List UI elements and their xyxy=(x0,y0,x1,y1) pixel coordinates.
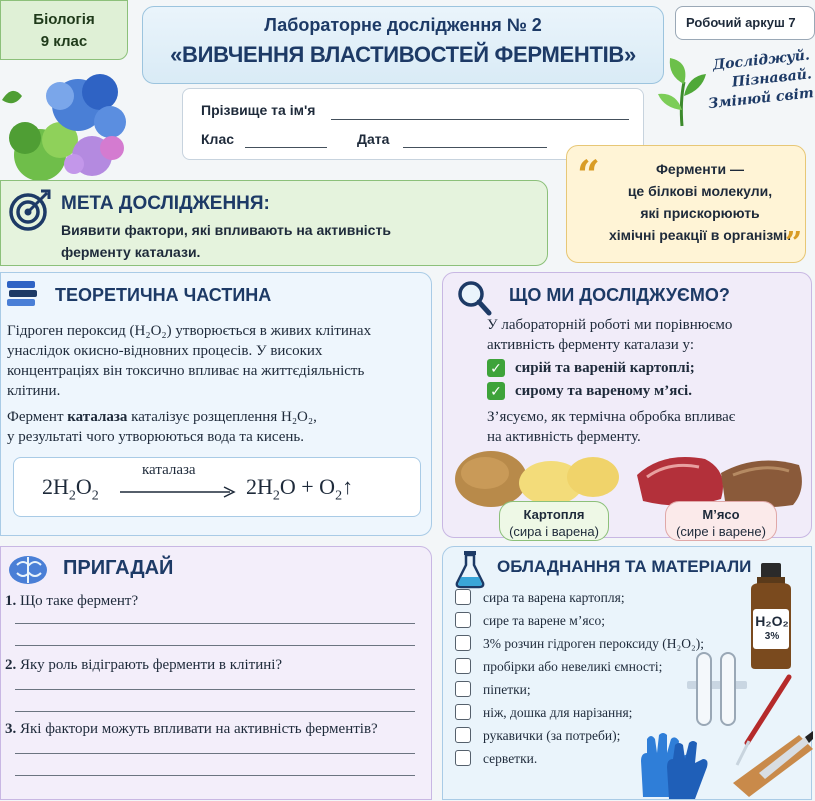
lab-subtitle: «ВИВЧЕННЯ ВЛАСТИВОСТЕЙ ФЕРМЕНТІВ» xyxy=(170,42,636,67)
answer-line[interactable] xyxy=(15,645,415,646)
explore-item: сирому та вареному м’ясі. xyxy=(515,383,692,399)
explore-item: сирій та вареній картоплі; xyxy=(515,360,695,376)
theory-text-line xyxy=(7,407,317,427)
theory-text-line: концентраціях він токсично впливає на життєдіяльність xyxy=(7,363,365,379)
item-checkbox[interactable] xyxy=(455,750,471,766)
equation-reactant: $2H_2O_2$ xyxy=(42,474,99,504)
gloves-illustration xyxy=(633,731,713,801)
answer-line[interactable] xyxy=(15,775,415,776)
slogan xyxy=(699,46,814,114)
checkmark-icon: ✓ xyxy=(487,359,505,377)
equation-catalyst: каталаза xyxy=(142,462,196,478)
theory-text-line: клітини. xyxy=(7,383,61,399)
magnifier-icon xyxy=(455,279,493,317)
answer-line[interactable] xyxy=(15,711,415,712)
aim-section xyxy=(0,180,548,266)
item-text: сира та варена картопля; xyxy=(483,590,625,605)
aim-title: МЕТА ДОСЛІДЖЕННЯ: xyxy=(61,193,270,214)
name-label: Прізвище та ім'я xyxy=(201,102,316,118)
item-checkbox[interactable] xyxy=(455,681,471,697)
item-checkbox[interactable] xyxy=(455,658,471,674)
class-field[interactable] xyxy=(245,147,327,148)
item-checkbox[interactable] xyxy=(455,612,471,628)
checkmark-icon: ✓ xyxy=(487,382,505,400)
close-quote-icon: ” xyxy=(785,226,803,261)
item-text: 3% розчин гідроген пероксиду (H₂O₂); xyxy=(483,636,704,651)
enzyme-molecule-illustration xyxy=(0,60,150,178)
catalase-term: каталаза xyxy=(67,409,128,425)
question-number: 1. xyxy=(5,593,17,609)
theory-text-line: у результаті чого утворюються вода та кисень. xyxy=(7,429,304,445)
reaction-equation xyxy=(13,457,421,517)
theory-section xyxy=(0,272,432,536)
answer-line[interactable] xyxy=(15,753,415,754)
cutting-board-knife-illustration xyxy=(729,673,813,801)
potato-name: Картопля xyxy=(523,507,585,522)
item-text: рукавички (за потреби); xyxy=(483,728,621,743)
remember-section xyxy=(0,546,432,800)
explore-intro-line: активність ферменту каталази у: xyxy=(487,337,695,353)
question-text: Які фактори можуть впливати на активність ферментів? xyxy=(20,721,378,737)
meat-state: (сире і варене) xyxy=(676,524,766,539)
theory-text-part: каталізує розщеплення H₂O₂, xyxy=(127,409,317,425)
item-checkbox[interactable] xyxy=(455,727,471,743)
question-text: Яку роль відіграють ферменти в клітині? xyxy=(20,657,283,673)
date-label: Дата xyxy=(357,131,390,147)
item-text: сире та варене м’ясо; xyxy=(483,613,606,628)
explore-section xyxy=(442,272,812,538)
theory-text-part: Фермент xyxy=(7,409,68,425)
reaction-arrow-icon xyxy=(118,486,238,498)
explore-outro-line: З’ясуємо, як термічна обробка впливає xyxy=(487,409,736,425)
item-checkbox[interactable] xyxy=(455,635,471,651)
books-icon xyxy=(5,279,39,309)
answer-line[interactable] xyxy=(15,689,415,690)
question-3 xyxy=(5,721,378,738)
quote-line: які прискорюють xyxy=(640,205,760,221)
slogan-line: Пізнавай. xyxy=(731,66,813,91)
worksheet-badge: Робочий аркуш 7 xyxy=(675,6,815,40)
open-quote-icon: “ xyxy=(577,152,601,199)
lab-title: Лабораторне дослідження № 2 xyxy=(264,15,542,35)
question-number: 2. xyxy=(5,657,17,673)
question-text: Що таке фермент? xyxy=(20,593,139,609)
item-checkbox[interactable] xyxy=(455,704,471,720)
title-banner xyxy=(142,6,664,84)
item-text: піпетки; xyxy=(483,682,531,697)
item-checkbox[interactable] xyxy=(455,589,471,605)
item-text: пробірки або невеликі ємності; xyxy=(483,659,663,674)
theory-title: ТЕОРЕТИЧНА ЧАСТИНА xyxy=(55,285,272,305)
potato-state: (сира і варена) xyxy=(509,524,599,539)
quote-line: хімічні реакції в організмі. xyxy=(608,227,792,243)
class-label: Клас xyxy=(201,131,235,147)
theory-text-line: Гідроген пероксид (H₂O₂) утворюється в живих клітинах xyxy=(7,323,372,339)
bottle-percent: 3% xyxy=(764,631,780,642)
equipment-title: ОБЛАДНАННЯ ТА МАТЕРІАЛИ xyxy=(497,557,752,576)
aim-text-line: Виявити фактори, які впливають на активність xyxy=(61,222,391,238)
question-number: 3. xyxy=(5,721,17,737)
equation-products: $2H_2O$ + $O_2↑$ xyxy=(246,474,354,504)
aim-text-line: ферменту каталази. xyxy=(61,244,201,260)
question-1 xyxy=(5,593,138,610)
slogan-line: Досліджуй. xyxy=(712,47,811,74)
bottle-label: H₂O₂ xyxy=(755,613,789,629)
quote-line: Ферменти — xyxy=(655,161,745,177)
answer-line[interactable] xyxy=(15,623,415,624)
subject-label: Біологія xyxy=(33,11,95,28)
flask-icon xyxy=(453,549,487,589)
subject-badge xyxy=(0,0,128,60)
item-text: ніж, дошка для нарізання; xyxy=(483,705,633,720)
enzyme-definition-quote xyxy=(566,145,806,263)
grade-label: 9 клас xyxy=(40,33,88,50)
name-field[interactable] xyxy=(331,119,629,120)
equipment-section xyxy=(442,546,812,800)
slogan-line: Змінюй світ xyxy=(707,85,815,113)
item-text: серветки. xyxy=(483,751,538,766)
quote-text xyxy=(605,158,795,246)
meat-name: М’ясо xyxy=(702,507,740,522)
date-field[interactable] xyxy=(403,147,547,148)
question-2 xyxy=(5,657,282,674)
brain-icon xyxy=(7,553,49,587)
target-icon xyxy=(9,189,51,231)
explore-outro-line: на активність ферменту. xyxy=(487,429,641,445)
meat-label xyxy=(665,501,777,541)
explore-intro-line: У лабораторній роботі ми порівнюємо xyxy=(487,317,733,333)
explore-title: ЩО МИ ДОСЛІДЖУЄМО? xyxy=(509,285,730,305)
quote-line: це білкові молекули, xyxy=(627,183,773,199)
remember-title: ПРИГАДАЙ xyxy=(63,557,174,579)
theory-text-line: унаслідок окисно-відновних процесів. У високих xyxy=(7,343,323,359)
potato-label xyxy=(499,501,609,541)
